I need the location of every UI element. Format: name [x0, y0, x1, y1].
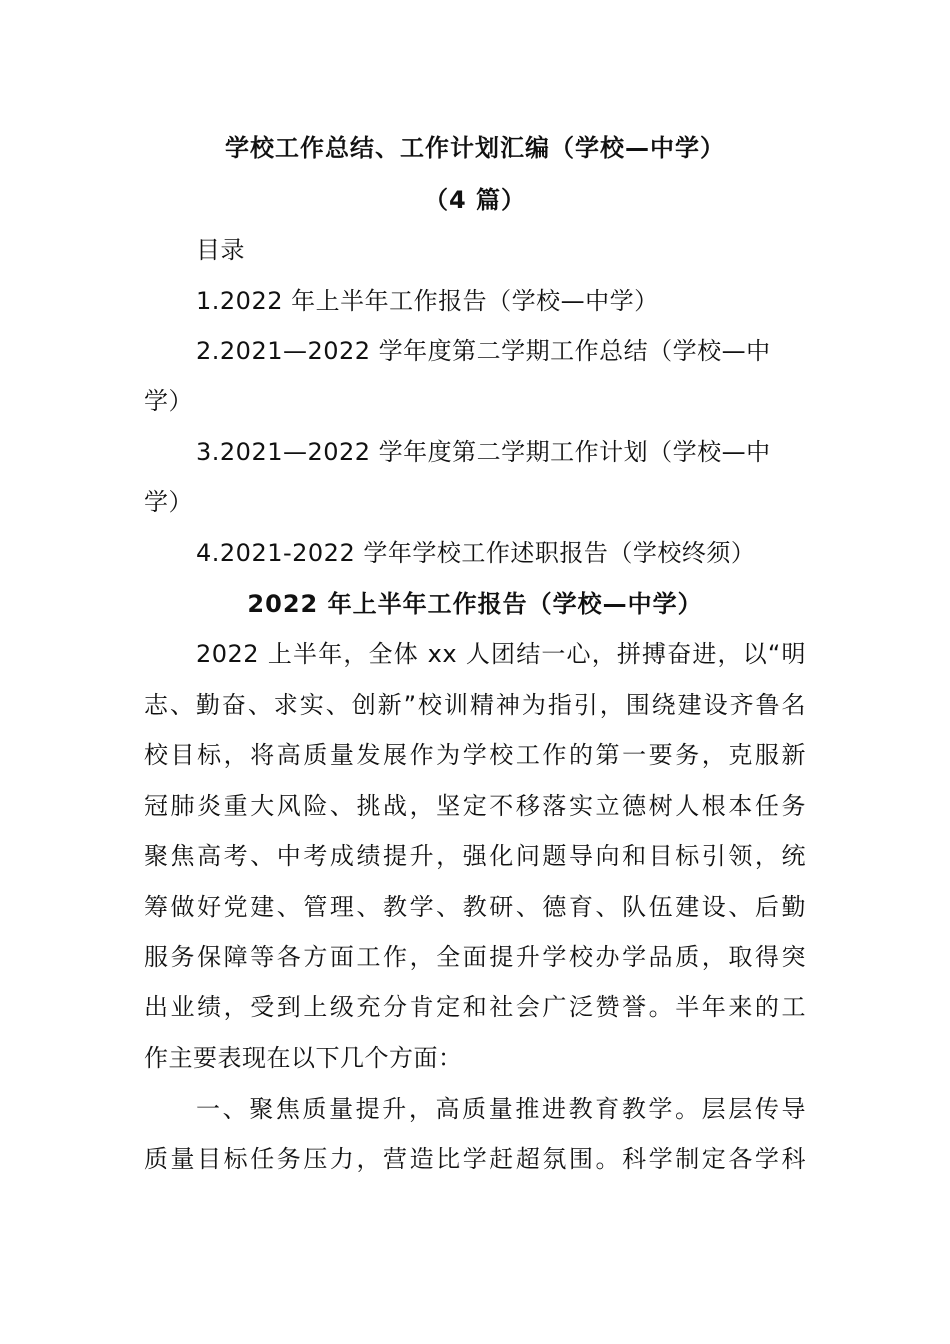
paragraph-line: 志、勤奋、求实、创新”校训精神为指引，围绕建设齐鲁名 [144, 691, 806, 719]
document-title-count: （4 篇） [423, 186, 527, 214]
paragraph-line: 质量目标任务压力，营造比学赶超氛围。科学制定各学科 [144, 1145, 806, 1173]
document-title: 学校工作总结、工作计划汇编（学校—中学） [225, 134, 725, 162]
paragraph-line: 一、聚焦质量提升，高质量推进教育教学。层层传导 [196, 1095, 806, 1123]
toc-item-3-continued: 学） [144, 488, 193, 516]
toc-item-4: 4.2021-2022 学年学校工作述职报告（学校终须） [196, 539, 756, 567]
paragraph-line: 筹做好党建、管理、教学、教研、德育、队伍建设、后勤 [144, 893, 806, 921]
paragraph-line: 出业绩，受到上级充分肯定和社会广泛赞誉。半年来的工 [144, 993, 806, 1021]
paragraph-line: 聚焦高考、中考成绩提升，强化问题导向和目标引领，统 [144, 842, 806, 870]
toc-item-3: 3.2021—2022 学年度第二学期工作计划（学校—中 [196, 438, 771, 466]
paragraph-line: 作主要表现在以下几个方面： [144, 1044, 463, 1072]
section-title: 2022 年上半年工作报告（学校—中学） [247, 590, 703, 618]
paragraph-line: 服务保障等各方面工作，全面提升学校办学品质，取得突 [144, 943, 806, 971]
toc-item-1: 1.2022 年上半年工作报告（学校—中学） [196, 287, 659, 315]
paragraph-line: 2022 上半年，全体 xx 人团结一心，拼搏奋进，以“明 [196, 640, 806, 668]
toc-item-2-continued: 学） [144, 387, 193, 415]
toc-heading: 目录 [196, 236, 245, 264]
paragraph-line: 冠肺炎重大风险、挑战，坚定不移落实立德树人根本任务 [144, 792, 806, 820]
toc-item-2: 2.2021—2022 学年度第二学期工作总结（学校—中 [196, 337, 771, 365]
paragraph-line: 校目标，将高质量发展作为学校工作的第一要务，克服新 [144, 741, 806, 769]
